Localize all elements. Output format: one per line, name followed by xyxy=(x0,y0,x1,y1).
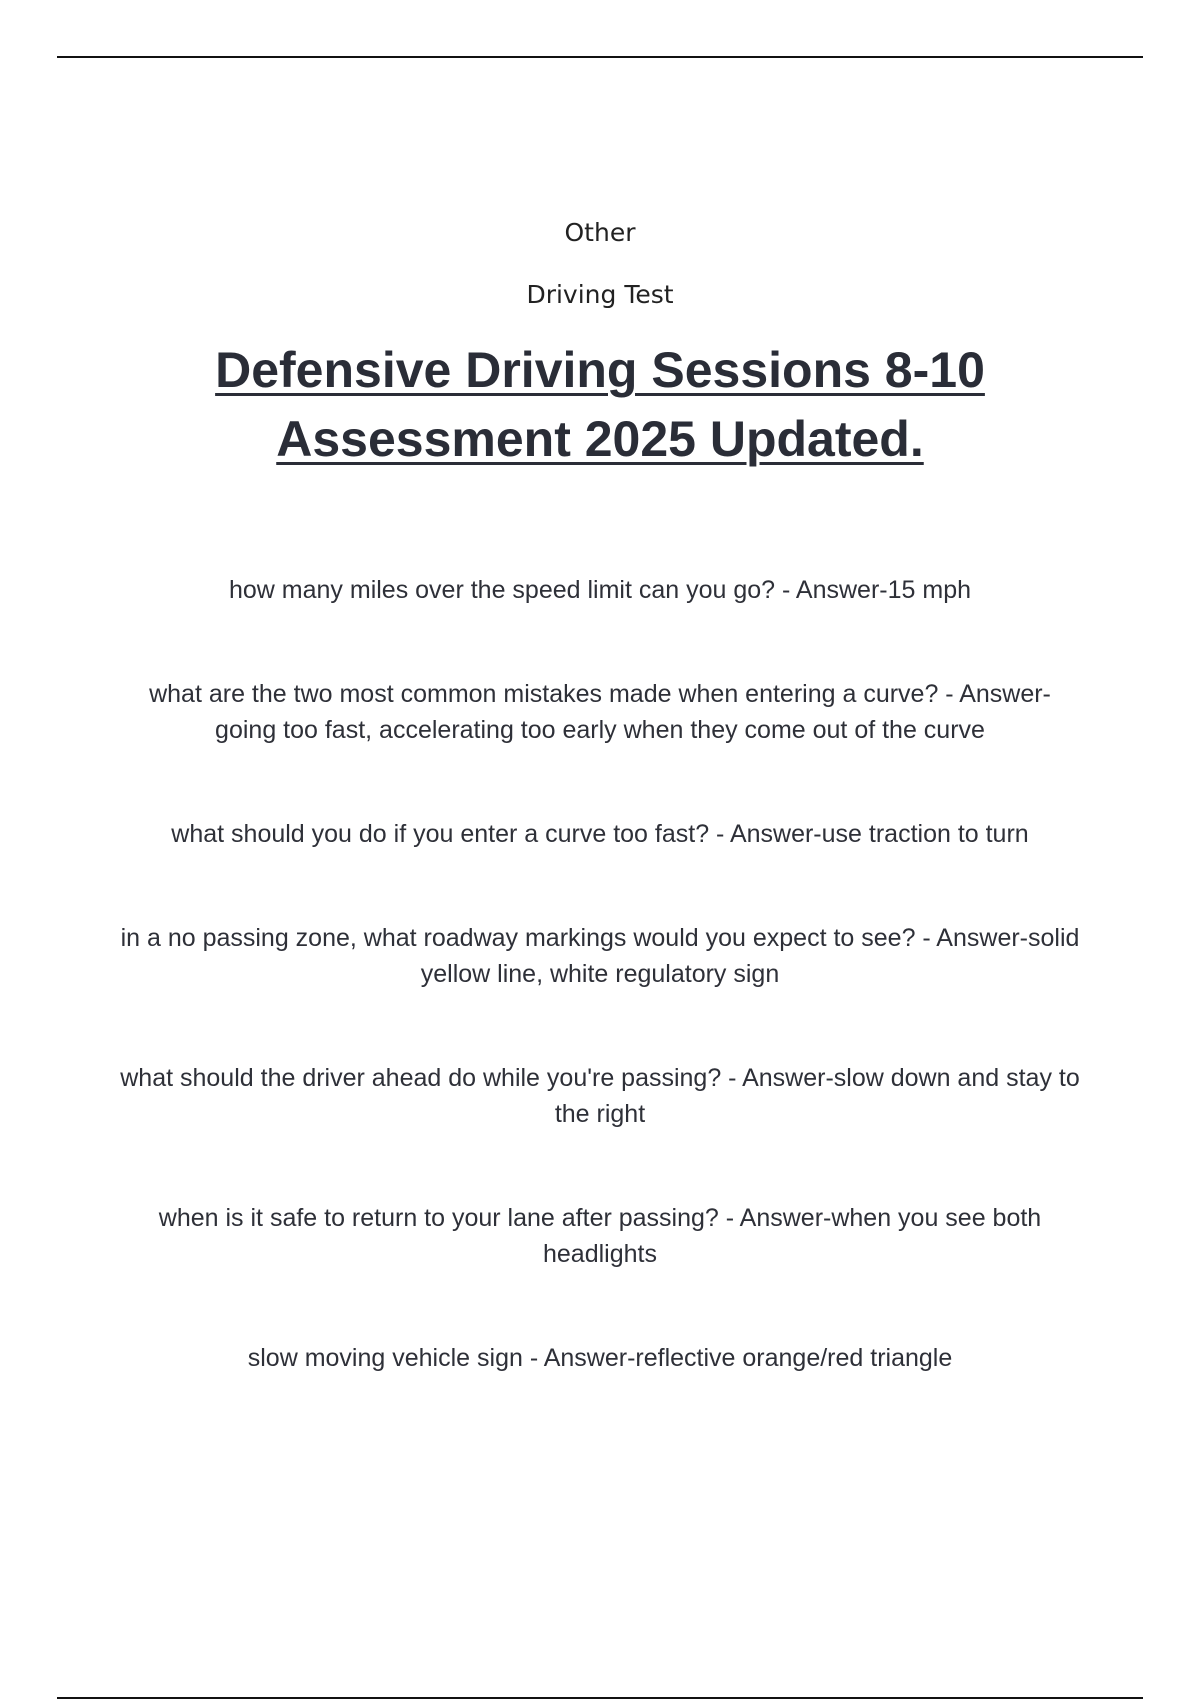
question-item: what should the driver ahead do while you're passing? - Answer-slow down and stay to the right xyxy=(120,1064,1080,1128)
document-title-text: Defensive Driving Sessions 8-10 Assessment 2025 Updated. xyxy=(215,342,985,467)
question-item: when is it safe to return to your lane after passing? - Answer-when you see both headlights xyxy=(158,1204,1042,1268)
question-item: what should you do if you enter a curve too fast? - Answer-use traction to turn xyxy=(171,820,1029,848)
bottom-divider xyxy=(57,1697,1143,1699)
question-list xyxy=(120,572,1080,1376)
document-category: Other xyxy=(564,218,636,247)
document-title xyxy=(150,336,1050,474)
question-item: how many miles over the speed limit can you go? - Answer-15 mph xyxy=(228,576,972,604)
question-item: slow moving vehicle sign - Answer-reflective orange/red triangle xyxy=(247,1344,953,1372)
top-divider xyxy=(57,56,1143,58)
document-subject: Driving Test xyxy=(526,280,674,309)
question-item: what are the two most common mistakes made when entering a curve? - Answer-going too fast, accelerating too early when they come out of the curve xyxy=(149,680,1051,744)
question-item: in a no passing zone, what roadway markings would you expect to see? - Answer-solid yellow line, white regulatory sign xyxy=(120,924,1080,988)
